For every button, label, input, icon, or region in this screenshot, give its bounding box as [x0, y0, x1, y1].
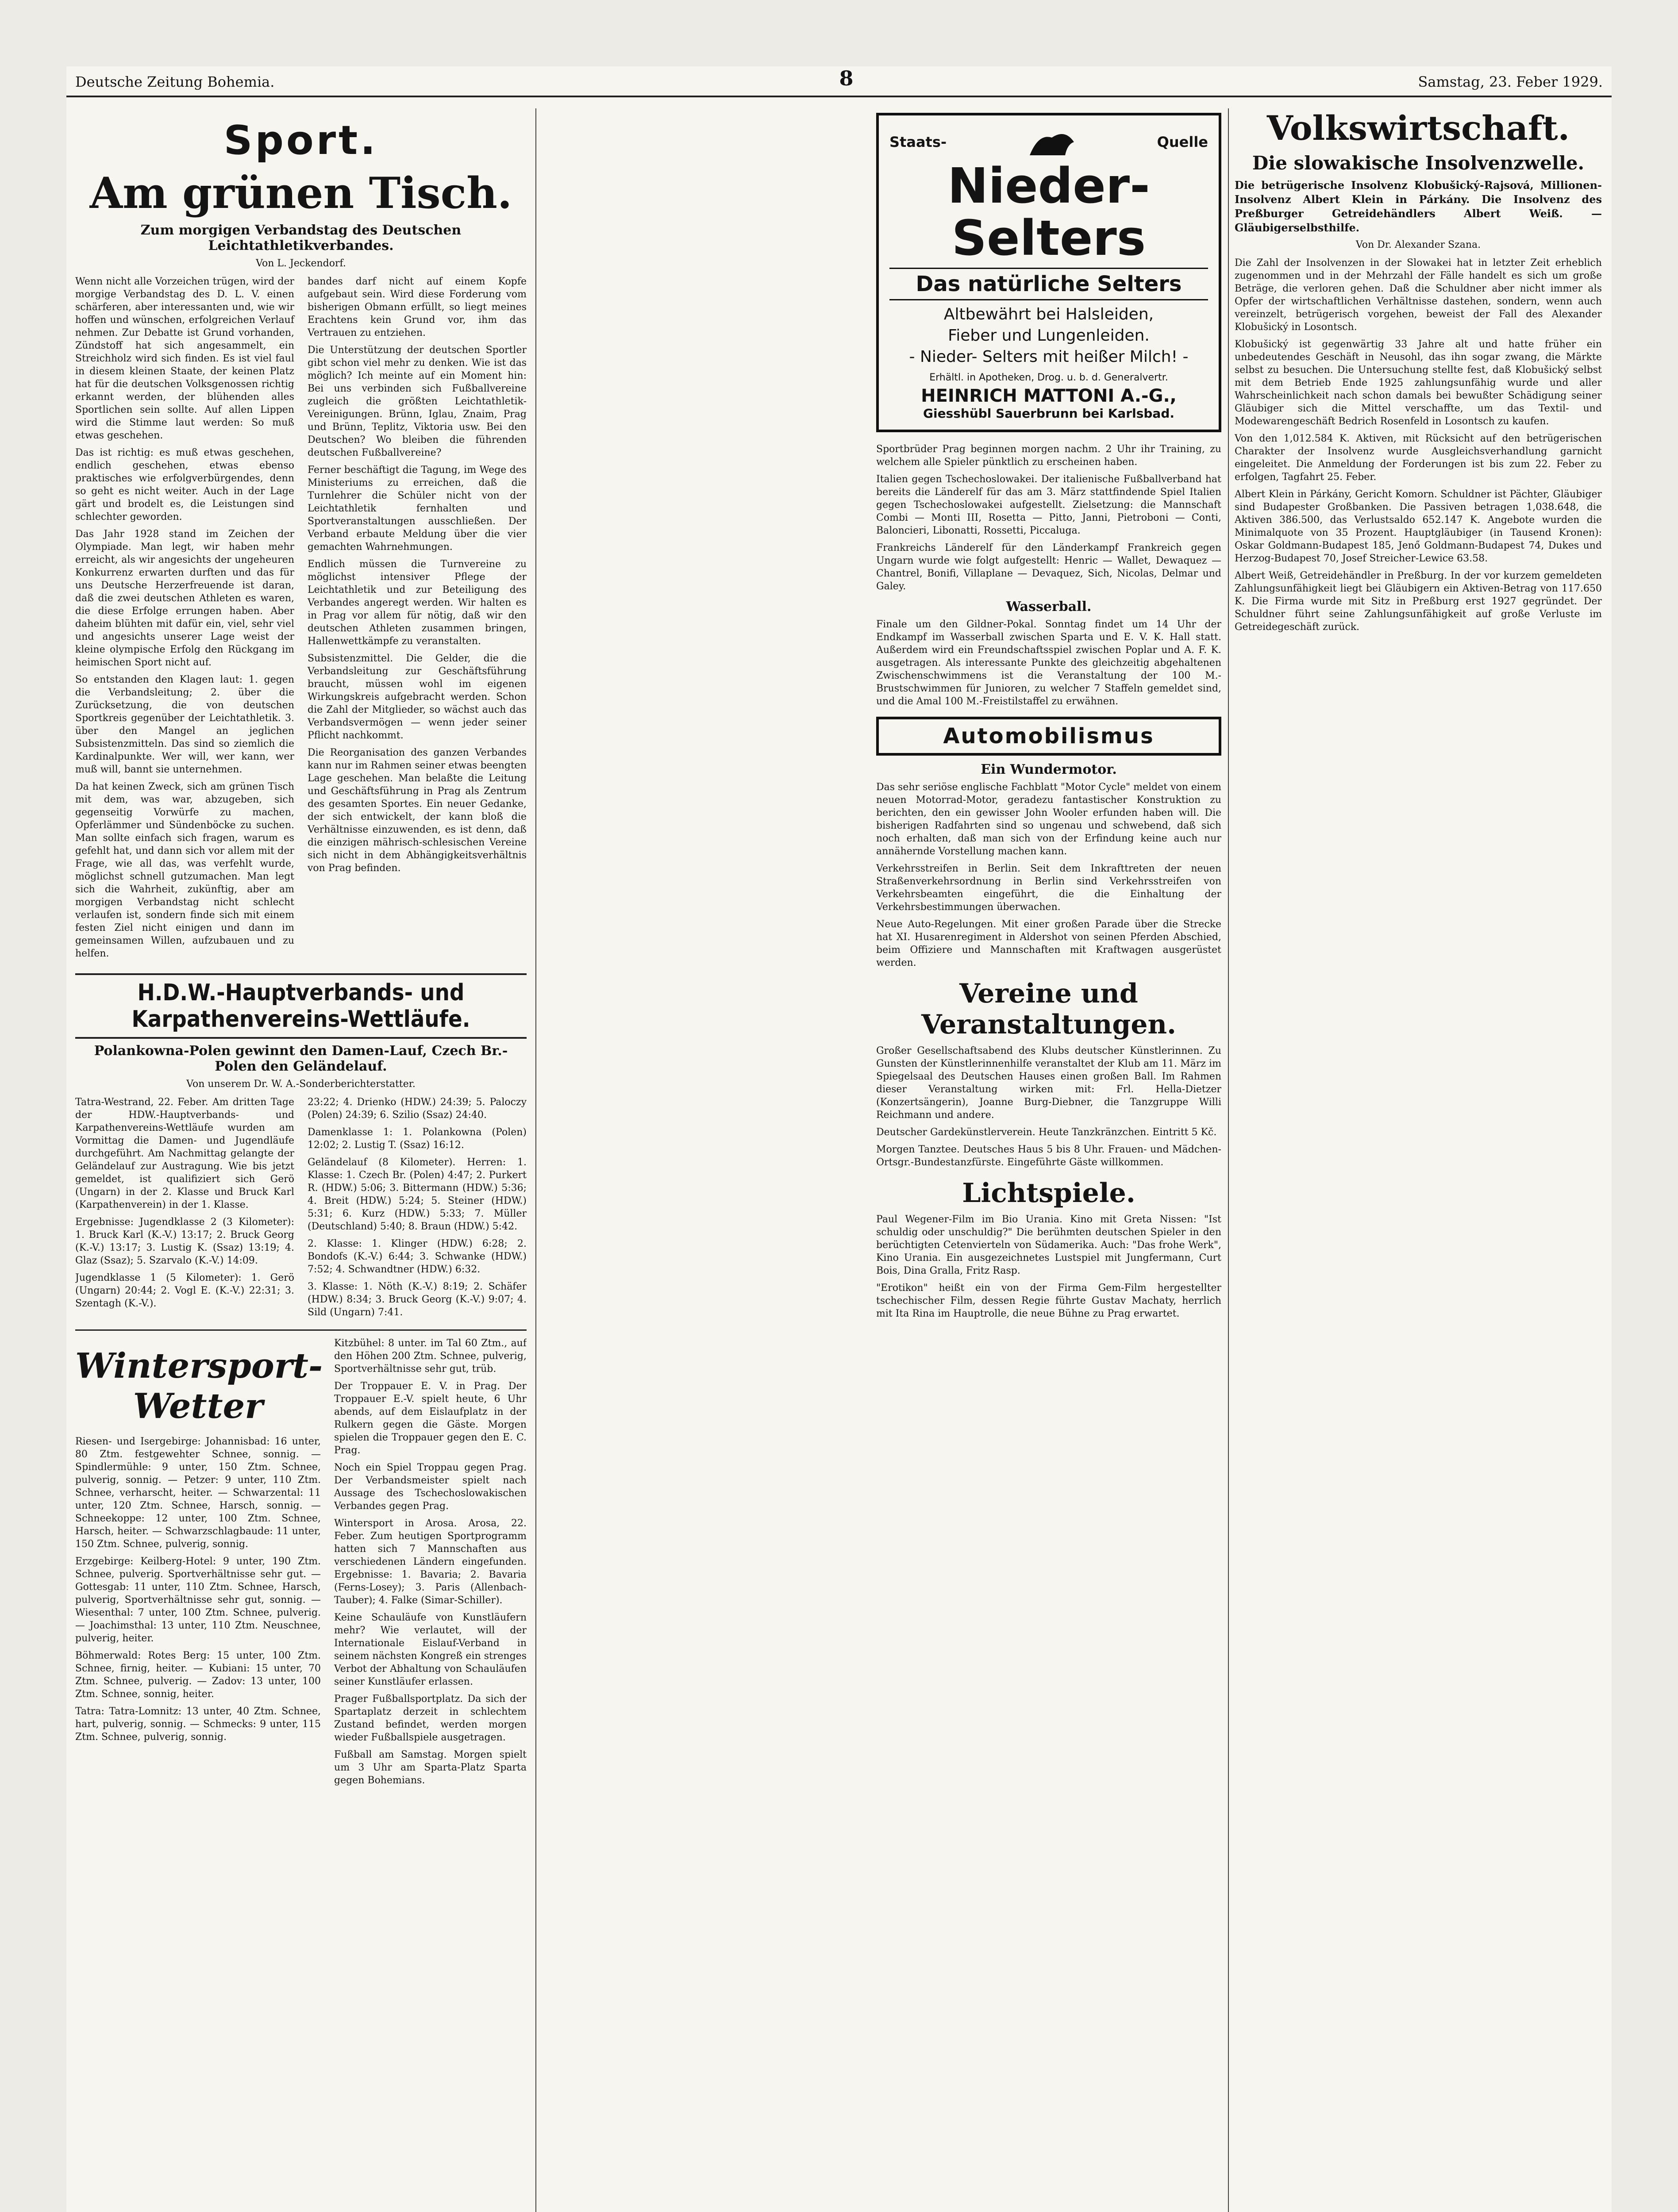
- section-kicker-sport: Sport.: [223, 117, 378, 164]
- paragraph: Fußball am Samstag. Morgen spielt um 3 Uhr am Sparta-Platz Sparta gegen Bohemians.: [334, 1749, 527, 1786]
- lichtspiele-title: Lichtspiele.: [962, 1178, 1135, 1209]
- paragraph: Geländelauf (8 Kilometer). Herren: 1. Klasse: 1. Czech Br. (Polen) 4:47; 2. Purkert R. (HDW.) 5:06; 3. Bittermann (HDW.) 5:36; 4. Breit (HDW.) 5:24; 5. Steiner (HDW.) 5:31; 6. Kurz (HDW.) 5:33; 7. Müller (Deutschland) 5:40; 8. Braun (HDW.) 5:42.: [308, 1157, 527, 1232]
- paragraph: Ergebnisse: Jugendklasse 2 (3 Kilometer): 1. Bruck Karl (K.-V.) 13:17; 2. Bruck Georg (K.-V.) 13:17; 3. Lustig K. (Ssaz) 13:19; 4. Glaz (Ssaz); 5. Szarvalo (K.-V.) 14:09.: [75, 1217, 294, 1266]
- lion-emblem-icon: [1025, 124, 1078, 160]
- volkswirtschaft-title: Volkswirtschaft.: [1266, 108, 1570, 148]
- paragraph: 23:22; 4. Drienko (HDW.) 24:39; 5. Paloczy (Polen) 24:39; 6. Szilio (Ssaz) 24:40.: [308, 1097, 527, 1121]
- wettlauf-headline: H.D.W.-Hauptverbands- und Karpathenvereins-Wettläufe.: [75, 973, 527, 1039]
- paragraph: Prager Fußballsportplatz. Da sich der Spartaplatz derzeit in schlechtem Zustand befindet, werden morgen wieder Fußballspiele ausgetragen.: [334, 1694, 527, 1743]
- paragraph: Frankreichs Länderelf für den Länderkampf Frankreich gegen Ungarn wurde wie folgt aufgestellt: Henric — Wallet, Dewaquez — Chantrel, Bonifi, Villaplane — Devaquez, Sich, Nicolas, Delmar und Galey.: [876, 542, 1221, 592]
- wettlauf-article: [75, 1096, 527, 1323]
- paragraph: Wintersport in Arosa. Arosa, 22. Feber. Zum heutigen Sportprogramm hatten sich 7 Mannschaften aus verschiedenen Ländern eingefunden. Ergebnisse: 1. Bavaria; 2. Bavaria (Ferns-Losey); 3. Paris (Allenbach-Tauber); 4. Falke (Simar-Schiller).: [334, 1518, 527, 1606]
- wintersport-title: Wintersport-Wetter: [75, 1346, 323, 1426]
- paragraph: Noch ein Spiel Troppau gegen Prag. Der Verbandsmeister spielt nach Aussage des Tschechoslowakischen Verbandes gegen Prag.: [334, 1462, 527, 1512]
- paragraph: Albert Weiß, Getreidehändler in Preßburg. In der vor kurzem gemeldeten Zahlungsunfähigkeit liegt bei Gläubigern ein Aktiven-Betrag von 117.650 K. Die Firma wurde mit Sitz in Preßburg erst 1927 gegründet. Der Schuldner führt seine Zahlungsunfähigkeit auf große Verluste im Getreidegeschäft zurück.: [1235, 570, 1602, 633]
- volkswirtschaft-byline: Von Dr. Alexander Szana.: [1355, 239, 1481, 250]
- paragraph: Der Troppauer E. V. in Prag. Der Troppauer E.-V. spielt heute, 6 Uhr abends, auf dem Eislaufplatz in der Rulkern gegen die Gäste. Morgen spielen die Troppauer gegen den E. C. Prag.: [334, 1381, 527, 1456]
- paragraph: Neue Auto-Regelungen. Mit einer großen Parade über die Strecke hat XI. Husarenregiment in Aldershot von seinen Pferden Abschied, beim Offiziere und Mannschaften mit Kraftwagen ausgerüstet werden.: [876, 919, 1221, 968]
- paragraph: Sportbrüder Prag beginnen morgen nachm. 2 Uhr ihr Training, zu welchem alle Spieler pünktlich zu erscheinen haben.: [876, 444, 1221, 468]
- ad-staats-quelle: [889, 124, 1208, 160]
- paragraph: 3. Klasse: 1. Nöth (K.-V.) 8:19; 2. Schäfer (HDW.) 8:34; 3. Bruck Georg (K.-V.) 9:07; 4. Sild (Ungarn) 7:41.: [308, 1281, 527, 1318]
- wettlauf-byline: Von unserem Dr. W. A.-Sonderberichterstatter.: [186, 1079, 416, 1090]
- paragraph: Die Unterstützung der deutschen Sportler gibt schon viel mehr zu denken. Wie ist das möglich? Ich meinte auf ein Moment hin: Bei uns verbinden sich Fußballvereine zugleich die größten Leichtathletik-Vereinigungen. Brünn, Iglau, Znaim, Prag und Brünn, Teplitz, Viktoria usw. Bei den Deutschen? Wo bleiben die führenden deutschen Fußballvereine?: [308, 345, 527, 458]
- sport-subhead: Zum morgigen Verbandstag des Deutschen Leichtathletikverbandes.: [140, 223, 462, 253]
- wettlauf-subhead: Polankowna-Polen gewinnt den Damen-Lauf, Czech Br.-Polen den Geländelauf.: [94, 1043, 508, 1074]
- paragraph: Finale um den Gildner-Pokal. Sonntag findet um 14 Uhr der Endkampf im Wasserball zwischen Sparta und E. V. K. Hall statt. Außerdem wird ein Freundschaftsspiel zwischen Poplar und A. F. K. ausgetragen. Als interessante Punkte des gleichzeitig abgehaltenen Zwischenschwimmens ist die Veranstaltung der 100 M.-Brustschwimmen für Junioren, zu welcher 7 Staffeln gemeldet sind, und die Amal 100 M.-Freistilstaffel zu erwähnen.: [876, 619, 1221, 707]
- paragraph: Erzgebirge: Keilberg-Hotel: 9 unter, 190 Ztm. Schnee, pulverig. Sportverhältnisse sehr gut. — Gottesgab: 11 unter, 110 Ztm. Schnee, Harsch, pulverig, Sportverhältnisse sehr gut, sonnig. — Wiesenthal: 7 unter, 100 Ztm. Schnee, pulverig. — Joachimsthal: 13 unter, 110 Ztm. Neuschnee, pulverig, heiter.: [75, 1556, 321, 1644]
- paragraph: Großer Gesellschaftsabend des Klubs deutscher Künstlerinnen. Zu Gunsten der Künstlerinnenhilfe veranstaltet der Klub am 11. März im Spiegelsaal des Deutschen Hauses einen großen Ball. Im Rahmen dieser Veranstaltung wirken mit: Frl. Hella-Dietzer (Konzertsängerin), Joanne Burg-Diebner, die Tanzgruppe Willi Reichmann und andere.: [876, 1045, 1221, 1121]
- paragraph: Das Jahr 1928 stand im Zeichen der Olympiade. Man legt, wir haben mehr erreicht, als wir angesichts der ungeheuren Konkurrenz erwarten durften und das für uns Deutsche Herzerfreuende ist daran, daß die zwei deutschen Athleten es waren, die diese Erfolge errungen haben. Aber daheim blühten mit dafür ein, viel, sehr viel und angesichts unserer Lage weist der kleine olympische Erfolg den Rückgang im heimischen Sport nicht auf.: [75, 529, 294, 668]
- column-misc: [876, 108, 1221, 2212]
- paragraph: Damenklasse 1: 1. Polankowna (Polen) 12:02; 2. Lustig T. (Ssaz) 16:12.: [308, 1127, 527, 1151]
- wintersport-section: [75, 1337, 527, 1791]
- vereine-title: Vereine und Veranstaltungen.: [921, 978, 1177, 1040]
- paragraph: 2. Klasse: 1. Klinger (HDW.) 6:28; 2. Bondofs (K.-V.) 6:44; 3. Schwanke (HDW.) 7:52; 4. Schwandtner (HDW.) 6:32.: [308, 1238, 527, 1275]
- paragraph: Jugendklasse 1 (5 Kilometer): 1. Gerö (Ungarn) 20:44; 2. Vogl E. (K.-V.) 22:31; 3. Szentagh (K.-V.).: [75, 1272, 294, 1309]
- paragraph: Keine Schauläufe von Kunstläufern mehr? Wie verlautet, will der Internationale Eislauf-Verband in seinem nächsten Kongreß ein strenges Verbot der Abhaltung von Schauläufen seiner Kunstläufer erlassen.: [334, 1612, 527, 1687]
- sport-headline: Am grünen Tisch.: [89, 168, 512, 218]
- issue-date: Samstag, 23. Feber 1929.: [1418, 73, 1603, 90]
- paragraph: Da hat keinen Zweck, sich am grünen Tisch mit dem, was war, abzugeben, sich gegenseitig Vorwürfe zu machen, Opferlämmer und Sündenböcke zu suchen. Man sollte einfach sich fragen, warum es gefehlt hat, und dann sich vor allem mit der Frage, wie all das, was verfehlt wurde, möglichst schnell gutzumachen. Man legt sich die Wahrheit, zukünftig, aber am morgigen Verbandstag nicht schlecht verlaufen ist, sondern finde sich mit einem festen Ziel nicht einigen und dann im gemeinsamen Willen, aufzubauen und zu helfen.: [75, 781, 294, 959]
- paragraph: Kitzbühel: 8 unter. im Tal 60 Ztm., auf den Höhen 200 Ztm. Schnee, pulverig, Sportverhältnisse sehr gut, trüb.: [334, 1338, 527, 1375]
- column-rule: [1228, 108, 1229, 2212]
- running-head: [66, 66, 1612, 97]
- ad-claim: Das natürliche Selters: [889, 268, 1208, 300]
- paragraph: Morgen Tanztee. Deutsches Haus 5 bis 8 Uhr. Frauen- und Mädchen-Ortsgr.-Bundestanzfürste. Eingeführte Gäste willkommen.: [876, 1144, 1221, 1168]
- paragraph: Albert Klein in Párkány, Gericht Komorn. Schuldner ist Pächter, Gläubiger sind Budapester Großbanken. Die Passiven betragen 1,038.648, die Aktiven 386.500, das Verlustsaldo 652.147 K. Angebote wurden die Minimalquote von 35 Prozent. Hauptgläubiger (in Tausend Kronen): Oskar Goldmann-Budapest 185, Jenő Goldmann-Budapest 74, Dukes und Herzog-Budapest 70, Josef Streicher-Lewice 63.58.: [1235, 489, 1602, 564]
- ad-staats-label: Staats-: [889, 134, 947, 150]
- wetter-col-a: [75, 1337, 321, 1791]
- paragraph: Die Zahl der Insolvenzen in der Slowakei hat in letzter Zeit erheblich zugenommen und in der Mehrzahl der Fälle handelt es sich um große Beträge, die verloren gehen. Daß die Schuldner aber nicht immer als Opfer der wirtschaftlichen Verhältnisse dastehen, sondern, wenn auch vereinzelt, betrügerisch vorgehen, beweist der Fall des Alexander Klobušický in Losontsch.: [1235, 257, 1602, 333]
- divider: [75, 1329, 527, 1331]
- paragraph: Das ist richtig: es muß etwas geschehen, endlich geschehen, etwas ebenso praktisches wie erfolgverbürgendes, denn so geht es nicht weiter. Auch in der Lage gärt und brodelt es, die Leistungen sind schlechter geworden.: [75, 447, 294, 522]
- ad-line: Altbewährt bei Halsleiden,: [943, 305, 1154, 323]
- wettlauf-col-b: [308, 1096, 527, 1323]
- paragraph: Die Reorganisation des ganzen Verbandes kann nur im Rahmen seiner etwas beengten Lage geschehen. Man belaßte die Leitung und Geschäftsführung in Prag als Zentrum des gesamten Sportes. Ein neuer Gedanke, der sich entwickelt, der kann bloß die Verhältnisse einzuwenden, es ist denn, daß die einzigen mährisch-schlesischen Vereine sich nicht in dem Abhängigkeitsverhältnis von Prag befinden.: [308, 747, 527, 874]
- ad-brand: Nieder-Selters: [947, 157, 1150, 266]
- paragraph: "Erotikon" heißt ein von der Firma Gem-Film hergestellter tschechischer Film, dessen Regie führte Gustav Machaty, herrlich mit Ita Rina im Hauptrolle, die neue Bühne zu Prag erwartet.: [876, 1283, 1221, 1319]
- paragraph: Paul Wegener-Film im Bio Urania. Kino mit Greta Nissen: "Ist schuldig oder unschuldig?" Die berühmten deutschen Spieler in den berüchtigten Cetenvierteln von Südamerika. Auch: "Das frohe Werk", Kino Urania. Ein ausgezeichnetes Lustspiel mit Jungfermann, Curt Bois, Dina Gralla, Fritz Rasp.: [876, 1214, 1221, 1276]
- ad-line: - Nieder- Selters mit heißer Milch! -: [909, 348, 1189, 366]
- sport-article-col-b: [308, 275, 527, 964]
- sport-article-col-a: [75, 275, 294, 964]
- paragraph: Von den 1,012.584 K. Aktiven, mit Rücksicht auf den betrügerischen Charakter der Insolvenz wurde Ausgleichsverhandlung garnicht eingeleitet. Die Anmeldung der Forderungen ist bis zum 22. Feber zu erfolgen, Tagfahrt 25. Feber.: [1235, 433, 1602, 483]
- ad-source: Giesshübl Sauerbrunn bei Karlsbad.: [923, 406, 1174, 421]
- paragraph: Endlich müssen die Turnvereine zu möglichst intensiver Pflege der Leichtathletik und zur Beteiligung des Verbandes angeregt werden. Wir halten es in Prag vor allem für nötig, daß wir den deutschen Athleten zusammen bringen, Hallenwettkämpfe zu veranstalten.: [308, 559, 527, 647]
- wasserball-title: Wasserball.: [1006, 599, 1092, 614]
- paragraph: Tatra: Tatra-Lomnitz: 13 unter, 40 Ztm. Schnee, hart, pulverig, sonnig. — Schmecks: 9 unter, 115 Ztm. Schnee, pulverig, sonnig.: [75, 1706, 321, 1743]
- paragraph: Italien gegen Tschechoslowakei. Der italienische Fußballverband hat bereits die Länderelf für das am 3. März stattfindende Spiel Italien gegen Tschechoslowakei aufgestellt. Zielsetzung: die Mannschaft Combi — Monti III, Rosetta — Pitto, Janni, Pietroboni — Conti, Baloncieri, Libonatti, Rossetti, Piccaluga.: [876, 474, 1221, 536]
- paragraph: Deutscher Gardekünstlerverein. Heute Tanzkränzchen. Eintritt 5 Kč.: [876, 1127, 1217, 1138]
- paragraph: Das sehr seriöse englische Fachblatt "Motor Cycle" meldet von einem neuen Motorrad-Motor, geradezu fantastischer Konstruktion zu berichten, den ein gewisser John Wooler erfunden haben will. Die bisherigen Radfahrten sind so ungenau und schwebend, daß sich noch erhalten, daß man sich von der Erfindung keine auch nur annähernde Vorstellung machen kann.: [876, 782, 1221, 857]
- ad-availability: Erhältl. in Apotheken, Drog. u. b. d. Generalvertr.: [929, 372, 1168, 383]
- paragraph: Böhmerwald: Rotes Berg: 15 unter, 100 Ztm. Schnee, firnig, heiter. — Kubiani: 15 unter, 70 Ztm. Schnee, pulverig. — Zadov: 13 unter, 100 Ztm. Schnee, sonnig, heiter.: [75, 1650, 321, 1700]
- wettlauf-col-a: [75, 1096, 294, 1323]
- column-sport: [75, 108, 527, 2212]
- nieder-selters-ad: [876, 113, 1221, 432]
- paragraph: Tatra-Westrand, 22. Feber. Am dritten Tage der HDW.-Hauptverbands- und Karpathenvereins-Wettläufe wurden am Vormittag die Damen- und Jugendläufe durchgeführt. Am Nachmittag gelangte der Geländelauf zur Austragung. Wie bis jetzt gemeldet, ist qualifiziert sich Gerö (Ungarn) in der 2. Klasse und Bruck Karl (Karpathenverein) in der 1. Klasse.: [75, 1097, 294, 1210]
- ad-quelle-label: Quelle: [1157, 134, 1208, 150]
- paragraph: Subsistenzmittel. Die Gelder, die die Verbandsleitung zur Geschäftsführung braucht, müssen wohl im eigenen Wirkungskreis aufgebracht werden. Schon die Zahl der Mitglieder, so wächst auch das Verbandsvermögen — wenn jeder seiner Pflicht nachkommt.: [308, 653, 527, 741]
- paragraph: Wenn nicht alle Vorzeichen trügen, wird der morgige Verbandstag des D. L. V. einen schärferen, aber interessanten und, wie wir hoffen und wünschen, erfolgreichen Verlauf nehmen. Zur Debatte ist Grund vorhanden, Zündstoff hat sich angesammelt, ein Streichholz wird sich finden. Es ist viel faul in diesem kleinen Staate, der keinen Platz hat für die deutschen Volksgenossen richtig erkannt werden, der blühenden alles Sportlichen sein sollte. Auf allen Lippen wird die Stimme laut werden: So muß etwas geschehen.: [75, 276, 294, 441]
- paragraph: Ferner beschäftigt die Tagung, im Wege des Ministeriums zu erreichen, daß die Turnlehrer die Schüler nicht von der Leichtathletik fernhalten und Sportveranstaltungen ausschließen. Der Verband erbaute Meldung über die vier gemachten Wahrnehmungen.: [308, 465, 527, 553]
- paragraph: So entstanden den Klagen laut: 1. gegen die Verbandsleitung; 2. über die Zurücksetzung, die von deutschen Sportkreis gegenüber der Leichtathletik. 3. über den Mangel an jeglichen Subsistenzmitteln. Das sind so ziemlich die Kardinalpunkte. Wer will, wer kann, wer muß will, bannt sie unternehmen.: [75, 674, 294, 775]
- masthead-name: Deutsche Zeitung Bohemia.: [75, 73, 275, 90]
- wetter-col-b: [334, 1337, 527, 1791]
- volkswirtschaft-subtitle: Die slowakische Insolvenzwelle.: [1252, 152, 1585, 174]
- sport-byline: Von L. Jeckendorf.: [256, 258, 346, 269]
- paragraph: Verkehrsstreifen in Berlin. Seit dem Inkrafttreten der neuen Straßenverkehrsordnung in Berlin sind Verkehrsstreifen von Verkehrsbeamten eingeführt, die die Einhaltung der Verkehrsbestimmungen überwachen.: [876, 863, 1221, 913]
- column-rule: [535, 108, 536, 2212]
- newspaper-page: [66, 66, 1612, 2212]
- page-number: 8: [839, 66, 854, 90]
- ad-company: HEINRICH MATTONI A.-G.,: [921, 386, 1177, 406]
- sport-article: [75, 275, 527, 964]
- column-volkswirtschaft: [1235, 108, 1602, 2212]
- paragraph: bandes darf nicht auf einem Kopfe aufgebaut sein. Wird diese Forderung vom bisherigen Obmann erfüllt, so liegt meines Erachtens kein Grund vor, ihm das Vertrauen zu entziehen.: [308, 276, 527, 338]
- automobilismus-title: Automobilismus: [876, 717, 1221, 756]
- paragraph: Riesen- und Isergebirge: Johannisbad: 16 unter, 80 Ztm. festgewehter Schnee, sonnig. — Spindlermühle: 9 unter, 150 Ztm. Schnee, pulverig, sonnig. — Petzer: 9 unter, 110 Ztm. Schnee, verharscht, heiter. — Schwarzental: 11 unter, 120 Ztm. Schnee, Harsch, sonnig. — Schneekoppe: 12 unter, 100 Ztm. Schnee, Harsch, heiter. — Schwarzschlagbaude: 11 unter, 150 Ztm. Schnee, pulverig, sonnig.: [75, 1436, 321, 1550]
- ad-line: Fieber und Lungenleiden.: [948, 326, 1150, 345]
- paragraph: Klobušický ist gegenwärtig 33 Jahre alt und hatte früher ein unbedeutendes Geschäft in Neusohl, das ihn sogar zwang, die Märkte selbst zu besuchen. Die Untersuchung stellte fest, daß Klobušický selbst mit dem Betrieb Ende 1925 zahlungsunfähig wurde und aller Wahrscheinlichkeit nach schon damals bei bewußter Schädigung seiner Gläubiger sich die Mittel verschaffte, um das Textil- und Modewarengeschäft Bedrich Rosenfeld in Losontsch zu kaufen.: [1235, 339, 1602, 427]
- volkswirtschaft-lead: Die betrügerische Insolvenz Klobušický-Rajsová, Millionen-Insolvenz Albert Klein in Párkány. Die Insolvenz des Preßburger Getreidehändlers Albert Weiß. — Gläubigerselbsthilfe.: [1235, 179, 1602, 234]
- automobilismus-subtitle: Ein Wundermotor.: [981, 762, 1117, 777]
